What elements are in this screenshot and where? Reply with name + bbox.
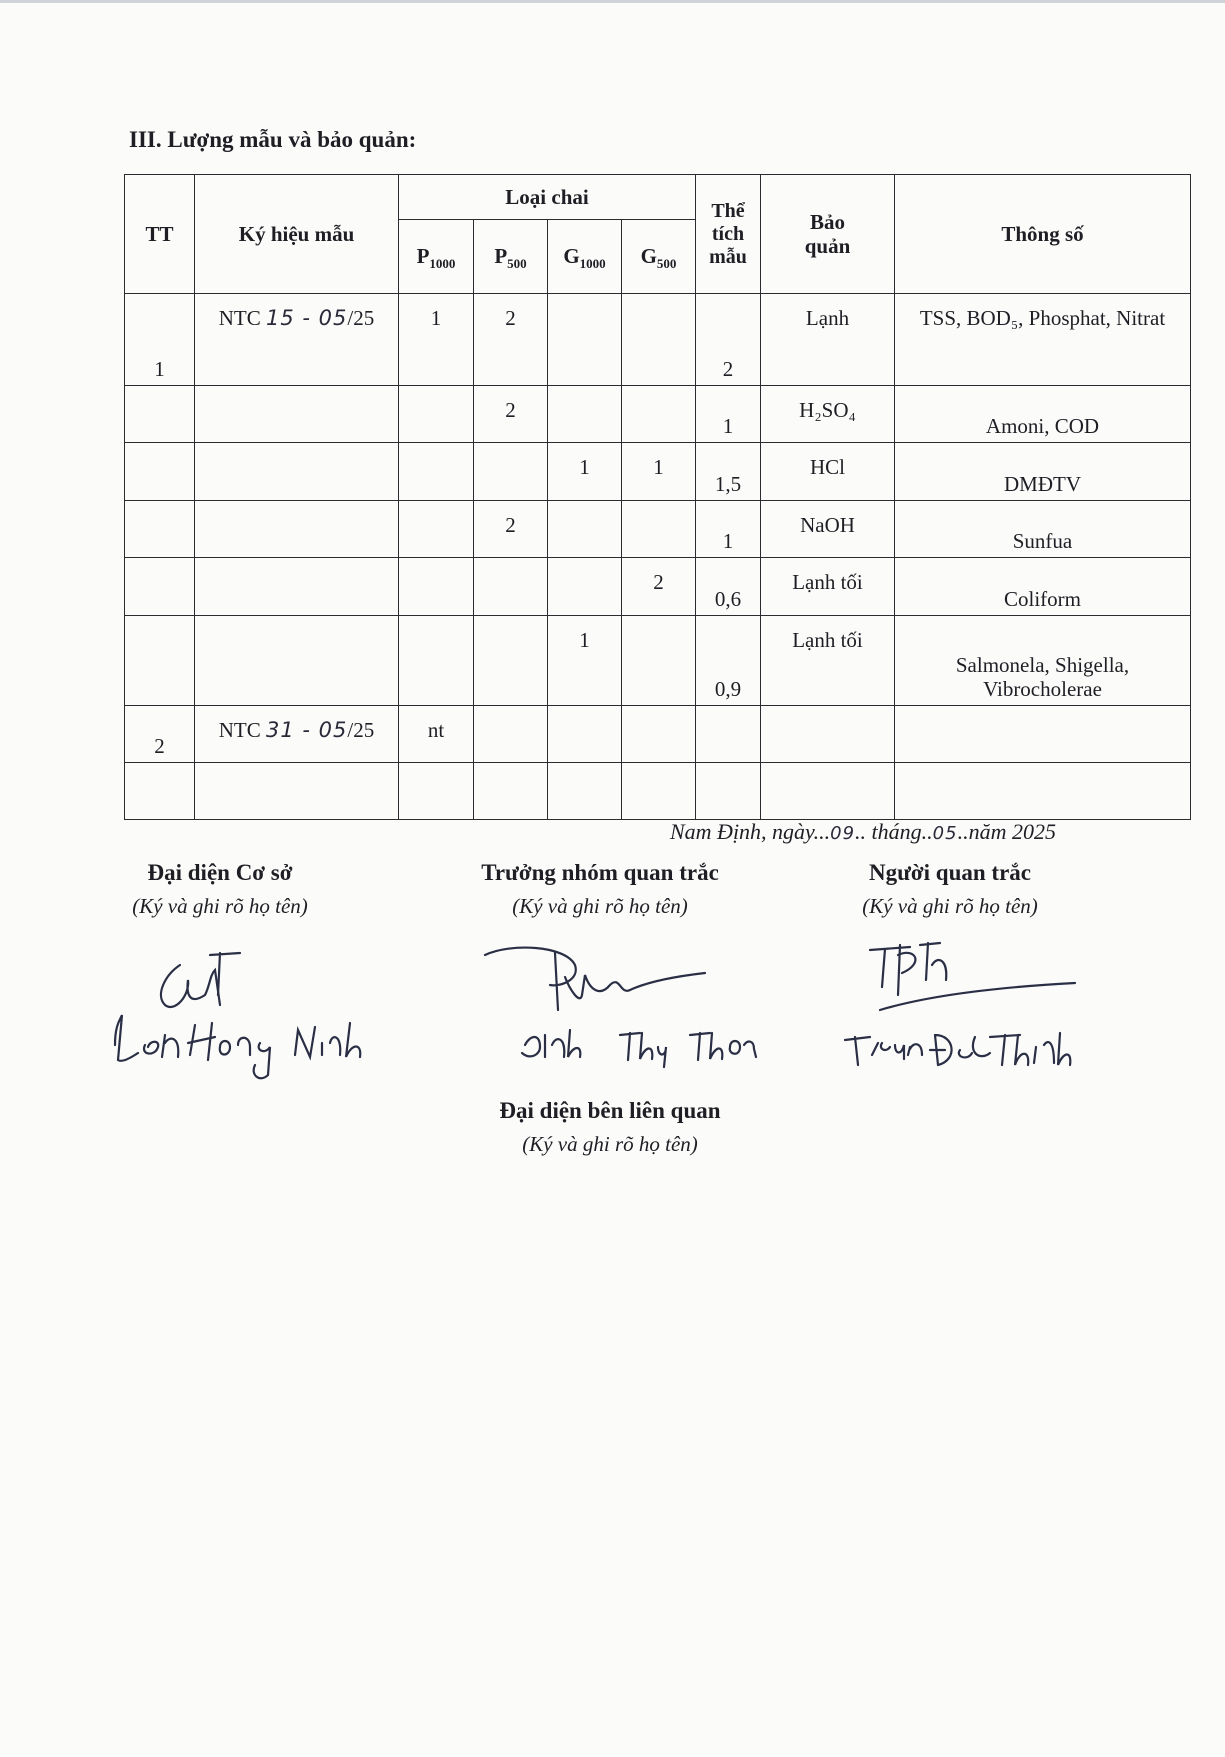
page-top-edge (0, 0, 1225, 3)
signature-role: Trưởng nhóm quan trắc (481, 860, 719, 885)
cell-p1000: nt (399, 706, 474, 763)
date-prefix: Nam Định, ngày... (670, 819, 831, 844)
sample-table (124, 174, 1191, 820)
cell-g500 (622, 386, 696, 443)
cell-p500: 2 (474, 501, 548, 558)
cell-vol: 1,5 (696, 443, 761, 501)
cell-code (195, 443, 399, 501)
cell-code (195, 386, 399, 443)
cell-code (195, 616, 399, 706)
table-row (125, 443, 1191, 501)
handwritten-signature-truong-nhom (470, 935, 790, 1095)
cell-g500: 1 (622, 443, 696, 501)
cell-vol: 0,6 (696, 558, 761, 616)
cell-tt (125, 763, 195, 820)
date-suffix: ..năm 2025 (957, 819, 1056, 844)
date-line (670, 819, 1056, 845)
signature-note: (Ký và ghi rõ họ tên) (522, 1132, 698, 1156)
code-prefix: NTC (218, 718, 267, 742)
cell-code (195, 558, 399, 616)
cell-preserve: Lạnh tối (761, 558, 895, 616)
cell-vol: 1 (696, 386, 761, 443)
cell-tt (125, 443, 195, 501)
date-month-handwritten: 05 (932, 823, 958, 844)
cell-params: Coliform (895, 558, 1191, 616)
cell-preserve: NaOH (761, 501, 895, 558)
header-bottle-g500 (622, 220, 696, 294)
cell-vol: 1 (696, 501, 761, 558)
signature-note: (Ký và ghi rõ họ tên) (862, 894, 1038, 918)
cell-p1000 (399, 763, 474, 820)
signature-block-co-so (110, 860, 330, 919)
cell-p500 (474, 616, 548, 706)
cell-p1000 (399, 558, 474, 616)
cell-g1000 (548, 706, 622, 763)
date-day-handwritten: 09 (830, 823, 856, 844)
signature-block-nguoi-quan-trac (830, 860, 1070, 919)
cell-preserve (761, 706, 895, 763)
signature-role: Đại diện bên liên quan (499, 1098, 721, 1123)
cell-p500 (474, 763, 548, 820)
cell-tt (125, 558, 195, 616)
cell-preserve: H₂SO₄ (761, 386, 895, 443)
cell-vol (696, 763, 761, 820)
bottle-type: P (494, 244, 508, 269)
cell-vol: 0,9 (696, 616, 761, 706)
cell-g500 (622, 616, 696, 706)
table-row (125, 616, 1191, 706)
bottle-type: G (640, 244, 657, 269)
signature-note: (Ký và ghi rõ họ tên) (132, 894, 308, 918)
cell-preserve (761, 763, 895, 820)
cell-code (195, 501, 399, 558)
bottle-volume: 1000 (429, 256, 456, 272)
bottle-volume: 1000 (579, 256, 606, 272)
table-row (125, 294, 1191, 386)
header-thong-so: Thông số (895, 175, 1191, 294)
cell-g500: 2 (622, 558, 696, 616)
cell-g1000 (548, 558, 622, 616)
cell-g1000 (548, 501, 622, 558)
cell-g1000 (548, 763, 622, 820)
cell-vol: 2 (696, 294, 761, 386)
cell-g500 (622, 501, 696, 558)
cell-preserve: Lạnh (761, 294, 895, 386)
code-prefix: NTC (218, 306, 267, 330)
cell-g500 (622, 294, 696, 386)
cell-p1000 (399, 443, 474, 501)
cell-preserve: HCl (761, 443, 895, 501)
signature-role: Người quan trắc (869, 860, 1031, 885)
cell-preserve: Lạnh tối (761, 616, 895, 706)
cell-vol (696, 706, 761, 763)
code-hand: 15 - 05 (266, 306, 348, 330)
cell-tt: 2 (125, 706, 195, 763)
header-bottle-p500 (474, 220, 548, 294)
code-hand: 31 - 05 (266, 718, 348, 742)
cell-p500 (474, 443, 548, 501)
code-suffix: /25 (347, 306, 375, 330)
date-mid: .. tháng.. (855, 819, 933, 844)
signature-block-truong-nhom (440, 860, 760, 919)
cell-p500: 2 (474, 386, 548, 443)
cell-p500: 2 (474, 294, 548, 386)
signature-block-lien-quan (420, 1098, 800, 1157)
cell-params: DMĐTV (895, 443, 1191, 501)
cell-g500 (622, 763, 696, 820)
signature-role: Đại diện Cơ sở (147, 860, 293, 885)
handwritten-signature-nguoi-quan-trac (840, 925, 1080, 1095)
cell-tt (125, 501, 195, 558)
cell-params (895, 763, 1191, 820)
cell-params: Amoni, COD (895, 386, 1191, 443)
cell-p1000 (399, 386, 474, 443)
cell-p1000 (399, 501, 474, 558)
cell-g1000 (548, 386, 622, 443)
table-row (125, 501, 1191, 558)
table-row (125, 763, 1191, 820)
cell-g500 (622, 706, 696, 763)
cell-tt (125, 386, 195, 443)
code-suffix: /25 (347, 718, 375, 742)
cell-p1000: 1 (399, 294, 474, 386)
header-loai-chai: Loại chai (399, 175, 696, 220)
cell-tt: 1 (125, 294, 195, 386)
cell-p500 (474, 706, 548, 763)
header-bottle-g1000 (548, 220, 622, 294)
cell-g1000: 1 (548, 443, 622, 501)
table-row (125, 706, 1191, 763)
cell-params: Salmonela, Shigella, Vibrocholerae (895, 616, 1191, 706)
cell-g1000 (548, 294, 622, 386)
cell-code (195, 294, 399, 386)
bottle-type: G (563, 244, 580, 269)
table-row (125, 558, 1191, 616)
bottle-volume: 500 (656, 256, 677, 272)
header-bottle-p1000 (399, 220, 474, 294)
bottle-type: P (416, 244, 430, 269)
header-ky-hieu-mau: Ký hiệu mẫu (195, 175, 399, 294)
cell-params (895, 706, 1191, 763)
cell-code (195, 763, 399, 820)
cell-g1000: 1 (548, 616, 622, 706)
handwritten-signature-co-so (110, 935, 370, 1095)
cell-params: Sunfua (895, 501, 1191, 558)
header-the-tich-mau: Thể tích mẫu (696, 175, 761, 294)
header-bao-quan: Bảo quản (761, 175, 895, 294)
cell-p1000 (399, 616, 474, 706)
table-row (125, 386, 1191, 443)
header-tt: TT (125, 175, 195, 294)
cell-code (195, 706, 399, 763)
cell-p500 (474, 558, 548, 616)
signature-note: (Ký và ghi rõ họ tên) (512, 894, 688, 918)
section-title: III. Lượng mẫu và bảo quản: (129, 127, 417, 152)
cell-tt (125, 616, 195, 706)
cell-params: TSS, BOD₅, Phosphat, Nitrat (895, 294, 1191, 386)
bottle-volume: 500 (507, 256, 527, 272)
